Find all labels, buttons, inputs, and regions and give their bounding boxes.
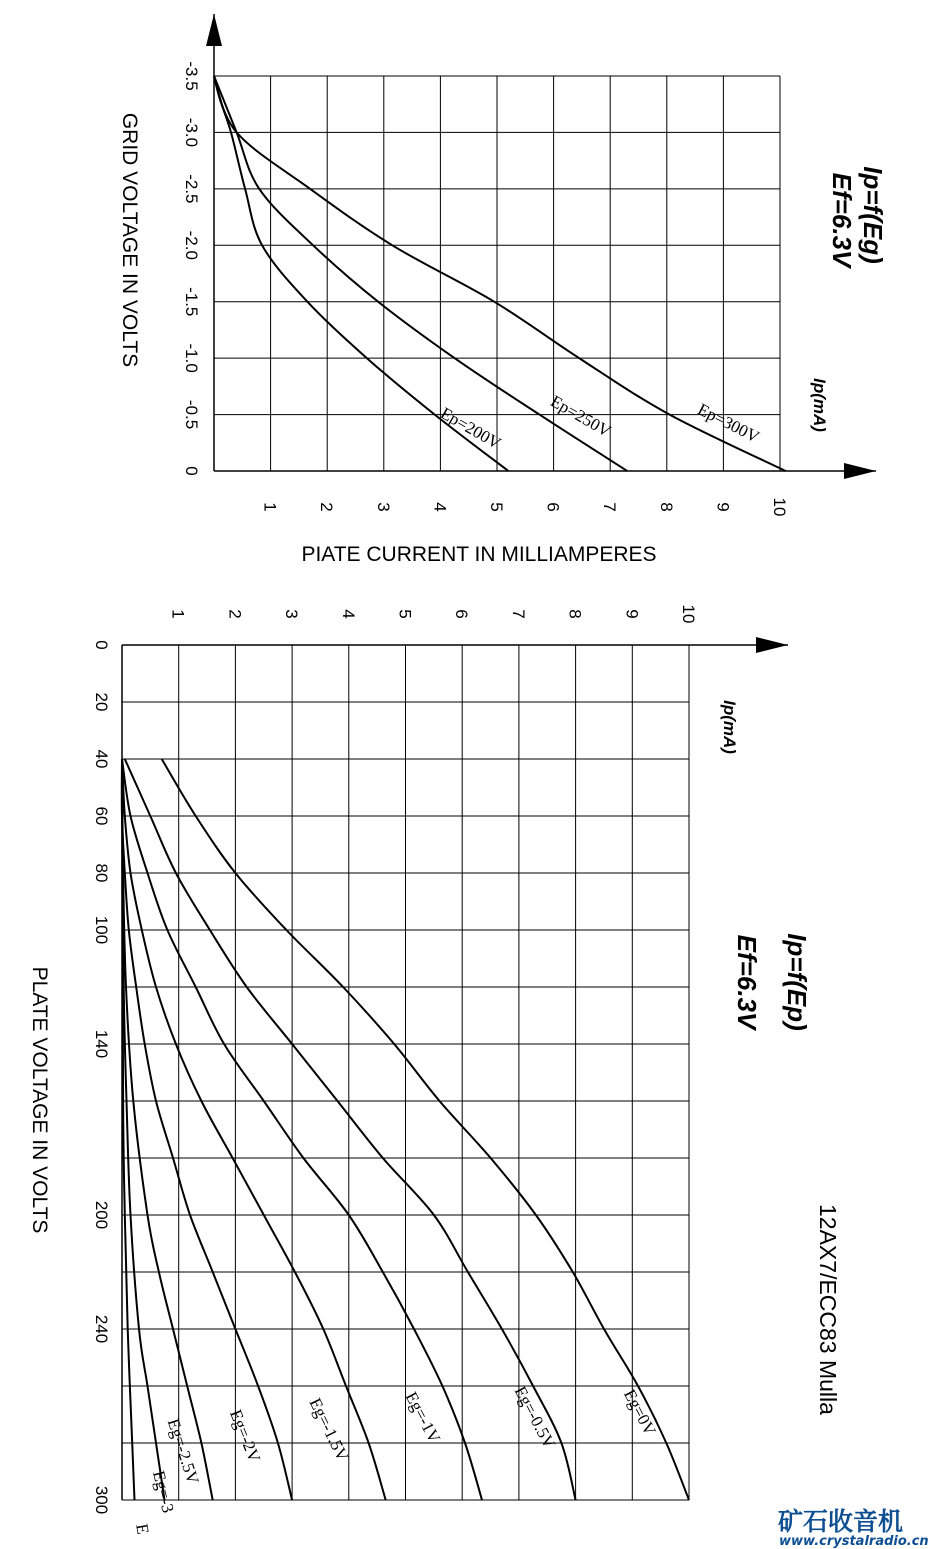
plate-chart-ytick-3: 3 (282, 609, 302, 619)
grid-chart-ytick-8: 8 (656, 502, 676, 512)
plate-chart-formula: Ip=f(Ep) (782, 933, 812, 1031)
watermark-url: www.crystalradio.cn (779, 1534, 929, 1549)
plate-chart-series-label-eg--1p5v: Eg=-1.5V (305, 1395, 353, 1465)
plate-chart-xtick-140: 140 (92, 1029, 111, 1059)
grid-chart-xtick--1p0: -1.0 (182, 343, 201, 373)
grid-chart-unit-label: Ip(mA) (810, 378, 829, 432)
grid-chart-ytick-9: 9 (713, 502, 733, 512)
grid-chart-ytick-4: 4 (430, 502, 450, 512)
watermark-chinese: 矿石收音机 (778, 1507, 904, 1536)
grid-chart-ytick-10: 10 (770, 497, 789, 517)
plate-chart-x-axis-label: PLATE VOLTAGE IN VOLTS (28, 966, 51, 1234)
plate-chart-series-label-eg--2v: Eg=-2V (226, 1406, 265, 1465)
grid-voltage-chart-ticks (182, 61, 789, 516)
grid-chart-series-label-ep-300v: Ep=300V (694, 399, 763, 447)
grid-chart-ytick-6: 6 (543, 502, 563, 512)
plate-chart-curve-eg--0p5v (125, 759, 576, 1500)
plate-chart-series-label-eg--3: Eg=-3 (148, 1468, 178, 1515)
plate-chart-xtick-100: 100 (92, 915, 111, 945)
plate-chart-xtick-60: 60 (92, 806, 111, 826)
plate-chart-ytick-1: 1 (168, 609, 188, 619)
grid-chart-ytick-3: 3 (373, 502, 393, 512)
grid-chart-curve-ep-200v (214, 76, 508, 471)
grid-chart-y-axis-arrow-head (206, 14, 222, 46)
grid-voltage-chart-axes (206, 14, 876, 479)
grid-chart-ytick-2: 2 (317, 502, 337, 512)
grid-chart-ytick-7: 7 (600, 502, 620, 512)
plate-chart-xtick-240: 240 (92, 1314, 111, 1344)
grid-chart-xtick--2p5: -2.5 (182, 174, 201, 204)
plate-chart-ytick-5: 5 (395, 609, 415, 619)
grid-chart-xtick--1p5: -1.5 (182, 287, 201, 317)
plate-chart-series-label-eg--0p5v: Eg=-0.5V (510, 1383, 560, 1452)
plate-chart-ytick-7: 7 (508, 609, 528, 619)
plate-chart-curve-eg--3 (122, 759, 165, 1500)
grid-chart-xtick--0p5: -0.5 (182, 399, 201, 430)
plate-chart-xtick-80: 80 (92, 863, 111, 883)
plate-chart-curve-eg--1v (122, 759, 482, 1500)
plate-chart-xtick-20: 20 (92, 692, 111, 712)
plate-chart-curve-eg--1p5v (122, 759, 386, 1500)
plate-chart-ytick-4: 4 (338, 609, 358, 619)
plate-chart-series-label-eg--2p5v: Eg=-2.5V (163, 1416, 203, 1487)
plate-chart-unit-label: Ip(mA) (720, 700, 739, 754)
plate-chart-ytick-2: 2 (225, 609, 245, 619)
plate-chart-curve-eg--2p5v (122, 759, 213, 1500)
grid-chart-ytick-5: 5 (487, 502, 506, 512)
plate-chart-ytick-6: 6 (452, 609, 472, 619)
plate-chart-xtick-300: 300 (92, 1485, 111, 1515)
grid-chart-x-axis-arrow-head (844, 463, 876, 479)
plate-chart-curve-eg-0v (162, 759, 689, 1500)
grid-chart-xtick--3p5: -3.5 (182, 61, 201, 91)
plate-chart-series-label-eg-0v: Eg=0V (619, 1386, 660, 1439)
plate-chart-x-axis-arrow-head (756, 637, 788, 653)
grid-chart-series-label-ep-250v: Ep=250V (547, 391, 615, 442)
grid-chart-xtick--2p0: -2.0 (182, 230, 201, 260)
grid-voltage-chart (118, 14, 888, 566)
plate-voltage-chart (28, 605, 812, 1536)
plate-chart-ytick-9: 9 (622, 609, 642, 619)
plate-chart-series-label-e: E (132, 1522, 153, 1536)
grid-chart-condition: Ef=6.3V (827, 172, 857, 268)
plate-chart-xtick-0: 0 (92, 640, 111, 650)
grid-chart-x-axis-label: GRID VOLTAGE IN VOLTS (118, 112, 141, 368)
plate-chart-ytick-8: 8 (565, 609, 585, 619)
plate-chart-xtick-40: 40 (92, 749, 111, 769)
plate-chart-condition: Ef=6.3V (732, 934, 762, 1030)
grid-chart-xtick--3p0: -3.0 (182, 117, 201, 148)
grid-chart-y-axis-label: PIATE CURRENT IN MILLIAMPERES (301, 543, 657, 566)
grid-voltage-chart-labels (437, 391, 763, 453)
plate-voltage-chart-axes (122, 637, 788, 1500)
page-title: 12AX7/ECC83 Mulla (815, 1204, 841, 1415)
grid-chart-ytick-1: 1 (260, 502, 280, 512)
plate-chart-ytick-10: 10 (679, 604, 698, 624)
grid-voltage-chart-grid (214, 76, 780, 471)
grid-chart-series-label-ep-200v: Ep=200V (437, 403, 505, 454)
plate-voltage-chart-labels (132, 1383, 660, 1536)
plate-voltage-chart-grid (122, 645, 689, 1500)
grid-chart-xtick-0: 0 (182, 466, 201, 476)
plate-chart-series-label-eg--1v: Eg=-1V (401, 1388, 445, 1447)
grid-chart-formula: Ip=f(Eg) (858, 166, 888, 264)
plate-chart-xtick-200: 200 (92, 1200, 111, 1230)
watermark (778, 1507, 929, 1549)
